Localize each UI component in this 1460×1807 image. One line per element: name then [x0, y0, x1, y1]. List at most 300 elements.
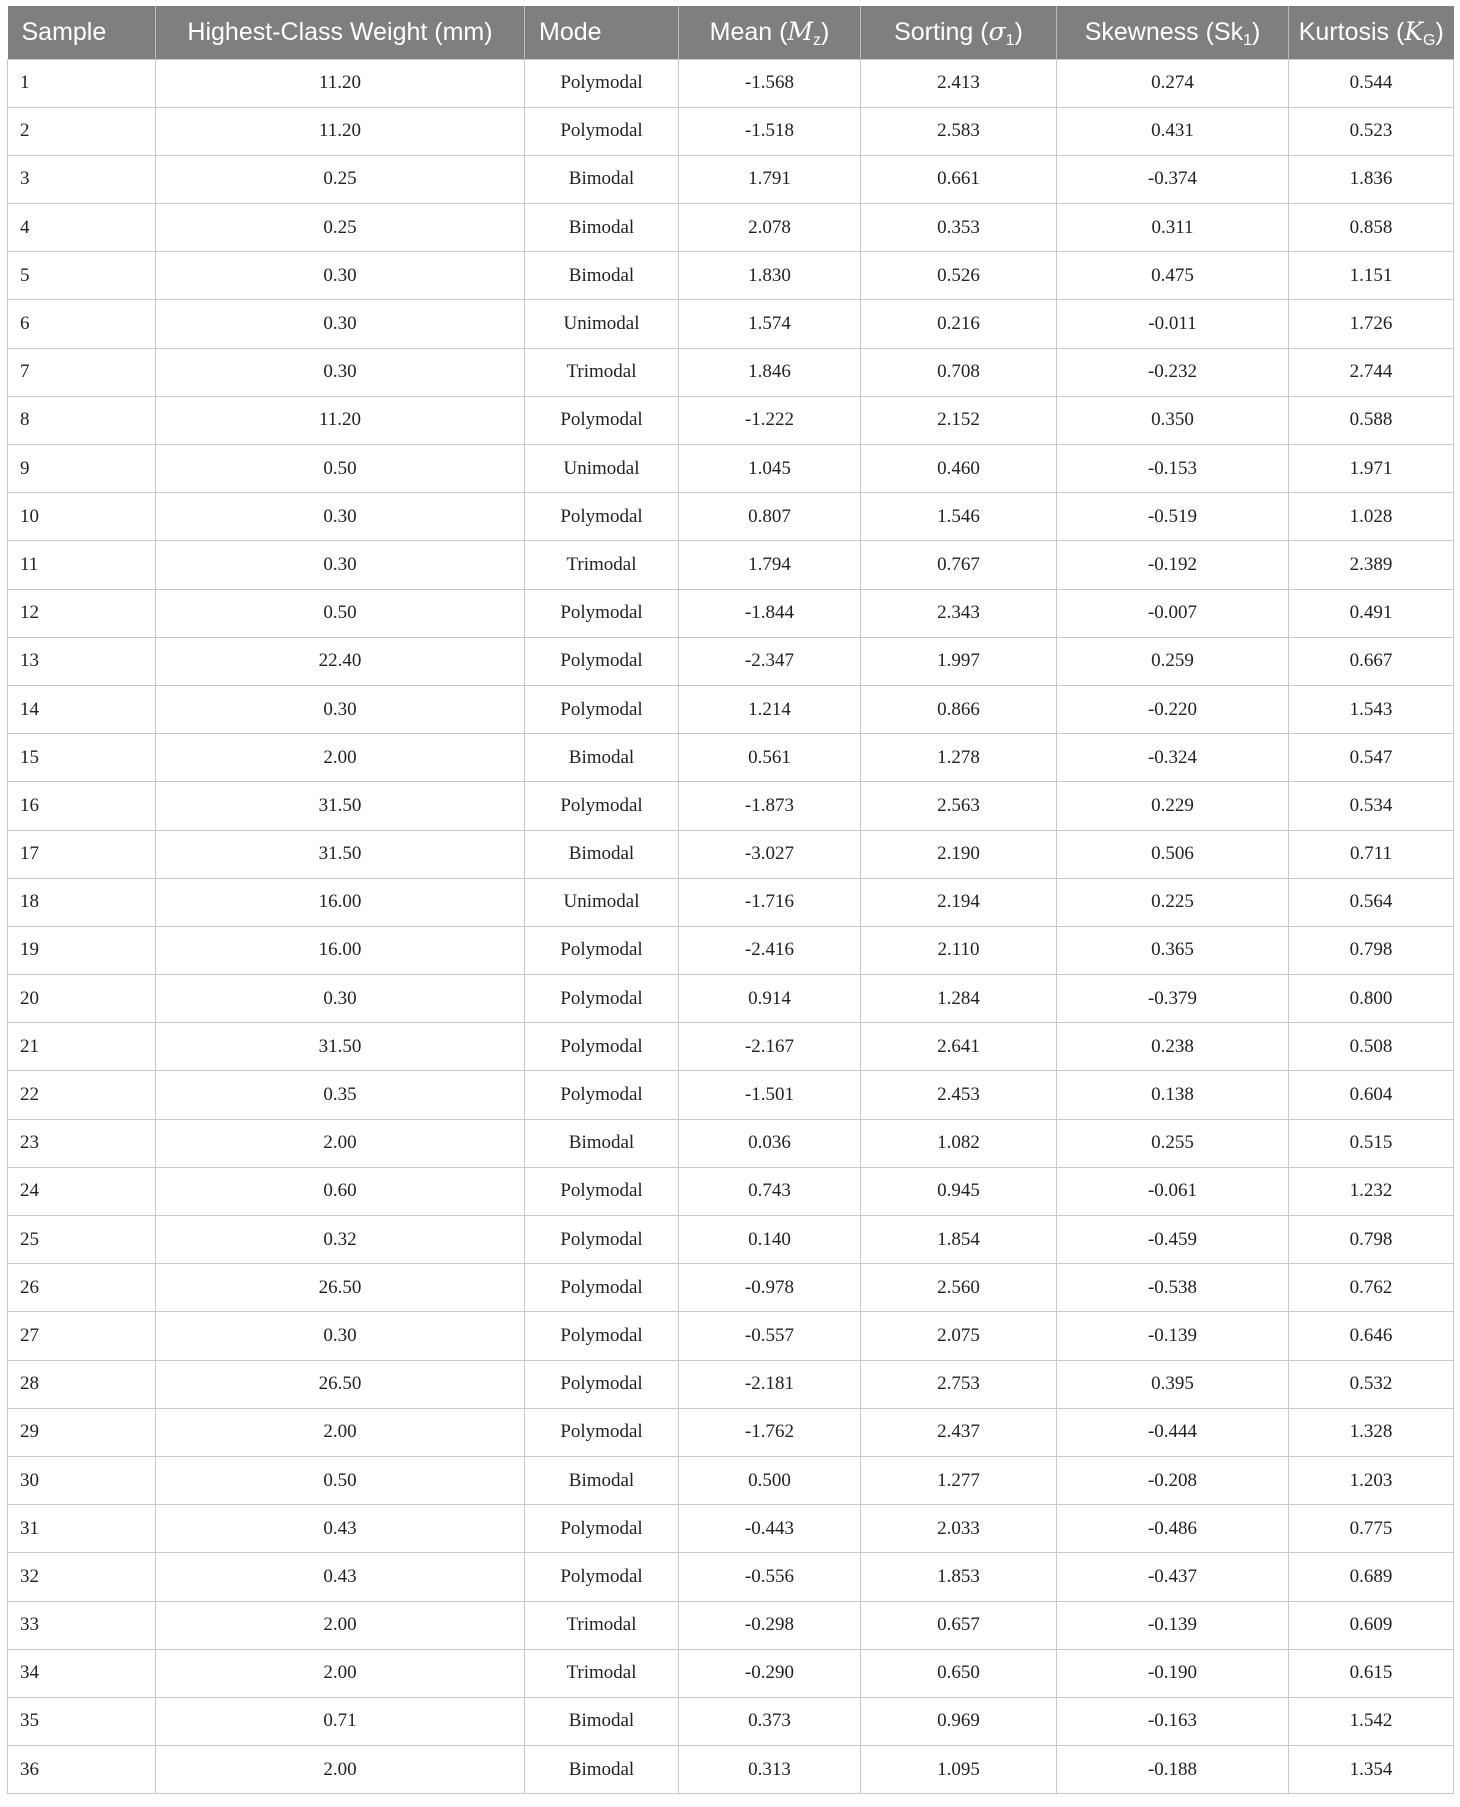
cell-sorting: 2.033	[861, 1505, 1057, 1553]
cell-mode: Bimodal	[525, 1697, 679, 1745]
cell-skewness: 0.238	[1057, 1023, 1289, 1071]
cell-skewness: -0.379	[1057, 975, 1289, 1023]
cell-sample: 31	[8, 1505, 156, 1553]
cell-highest-class-weight: 0.32	[156, 1216, 525, 1264]
cell-highest-class-weight: 0.50	[156, 1456, 525, 1504]
cell-mean: 0.140	[679, 1216, 861, 1264]
cell-skewness: 0.475	[1057, 252, 1289, 300]
table-row	[8, 1071, 1454, 1119]
cell-mode: Polymodal	[525, 1167, 679, 1215]
table-row	[8, 1312, 1454, 1360]
cell-mode: Polymodal	[525, 1505, 679, 1553]
cell-kurtosis: 1.971	[1289, 445, 1454, 493]
cell-sample: 11	[8, 541, 156, 589]
cell-skewness: -0.232	[1057, 348, 1289, 396]
cell-mean: -2.416	[679, 926, 861, 974]
cell-sample: 6	[8, 300, 156, 348]
cell-sorting: 1.546	[861, 493, 1057, 541]
cell-sample: 22	[8, 1071, 156, 1119]
cell-mean: 1.846	[679, 348, 861, 396]
cell-kurtosis: 0.798	[1289, 926, 1454, 974]
cell-mean: 1.214	[679, 685, 861, 733]
cell-mode: Polymodal	[525, 1312, 679, 1360]
cell-kurtosis: 2.389	[1289, 541, 1454, 589]
cell-sample: 30	[8, 1456, 156, 1504]
cell-skewness: -0.153	[1057, 445, 1289, 493]
cell-kurtosis: 0.615	[1289, 1649, 1454, 1697]
cell-kurtosis: 0.800	[1289, 975, 1454, 1023]
cell-sample: 7	[8, 348, 156, 396]
grain-size-table-container	[7, 6, 1453, 1794]
cell-sorting: 1.284	[861, 975, 1057, 1023]
cell-sorting: 2.583	[861, 107, 1057, 155]
cell-mean: -1.844	[679, 589, 861, 637]
cell-sample: 34	[8, 1649, 156, 1697]
cell-mean: -0.290	[679, 1649, 861, 1697]
cell-mode: Polymodal	[525, 782, 679, 830]
cell-skewness: -0.061	[1057, 1167, 1289, 1215]
header-row	[8, 6, 1454, 59]
cell-mode: Polymodal	[525, 1360, 679, 1408]
cell-highest-class-weight: 0.25	[156, 204, 525, 252]
cell-mode: Polymodal	[525, 589, 679, 637]
table-row	[8, 445, 1454, 493]
cell-mean: 0.914	[679, 975, 861, 1023]
cell-highest-class-weight: 0.30	[156, 493, 525, 541]
cell-skewness: -0.486	[1057, 1505, 1289, 1553]
cell-sorting: 2.560	[861, 1264, 1057, 1312]
cell-mode: Polymodal	[525, 1071, 679, 1119]
cell-highest-class-weight: 0.30	[156, 348, 525, 396]
cell-kurtosis: 0.544	[1289, 59, 1454, 107]
cell-mean: -2.347	[679, 637, 861, 685]
cell-skewness: 0.311	[1057, 204, 1289, 252]
cell-skewness: -0.437	[1057, 1553, 1289, 1601]
cell-kurtosis: 1.543	[1289, 685, 1454, 733]
cell-mean: 0.500	[679, 1456, 861, 1504]
cell-kurtosis: 0.858	[1289, 204, 1454, 252]
cell-highest-class-weight: 0.50	[156, 589, 525, 637]
cell-kurtosis: 1.542	[1289, 1697, 1454, 1745]
cell-sorting: 0.866	[861, 685, 1057, 733]
cell-sample: 26	[8, 1264, 156, 1312]
cell-highest-class-weight: 0.43	[156, 1505, 525, 1553]
cell-kurtosis: 2.744	[1289, 348, 1454, 396]
cell-kurtosis: 0.609	[1289, 1601, 1454, 1649]
table-row	[8, 734, 1454, 782]
cell-kurtosis: 0.547	[1289, 734, 1454, 782]
cell-kurtosis: 0.534	[1289, 782, 1454, 830]
table-row	[8, 493, 1454, 541]
cell-highest-class-weight: 0.30	[156, 541, 525, 589]
table-row	[8, 1553, 1454, 1601]
cell-sample: 35	[8, 1697, 156, 1745]
cell-sorting: 0.353	[861, 204, 1057, 252]
table-header	[8, 6, 1454, 59]
cell-kurtosis: 0.711	[1289, 830, 1454, 878]
cell-mean: 1.830	[679, 252, 861, 300]
table-row	[8, 59, 1454, 107]
cell-sample: 29	[8, 1408, 156, 1456]
cell-mean: 1.045	[679, 445, 861, 493]
cell-kurtosis: 1.028	[1289, 493, 1454, 541]
cell-kurtosis: 1.328	[1289, 1408, 1454, 1456]
cell-sample: 25	[8, 1216, 156, 1264]
cell-sorting: 0.526	[861, 252, 1057, 300]
cell-kurtosis: 0.667	[1289, 637, 1454, 685]
cell-highest-class-weight: 26.50	[156, 1264, 525, 1312]
cell-highest-class-weight: 11.20	[156, 396, 525, 444]
cell-skewness: -0.374	[1057, 155, 1289, 203]
cell-kurtosis: 0.604	[1289, 1071, 1454, 1119]
cell-sorting: 0.460	[861, 445, 1057, 493]
table-body	[8, 59, 1454, 1794]
cell-highest-class-weight: 0.30	[156, 1312, 525, 1360]
cell-sample: 8	[8, 396, 156, 444]
cell-sorting: 0.657	[861, 1601, 1057, 1649]
cell-highest-class-weight: 11.20	[156, 107, 525, 155]
table-row	[8, 541, 1454, 589]
cell-mean: -1.518	[679, 107, 861, 155]
cell-sorting: 0.945	[861, 1167, 1057, 1215]
cell-kurtosis: 0.689	[1289, 1553, 1454, 1601]
cell-sorting: 2.152	[861, 396, 1057, 444]
cell-kurtosis: 1.726	[1289, 300, 1454, 348]
cell-mode: Polymodal	[525, 493, 679, 541]
cell-highest-class-weight: 26.50	[156, 1360, 525, 1408]
cell-sorting: 0.650	[861, 1649, 1057, 1697]
cell-highest-class-weight: 2.00	[156, 1746, 525, 1794]
cell-kurtosis: 0.491	[1289, 589, 1454, 637]
table-row	[8, 1649, 1454, 1697]
cell-skewness: 0.350	[1057, 396, 1289, 444]
cell-mode: Bimodal	[525, 155, 679, 203]
cell-skewness: -0.011	[1057, 300, 1289, 348]
cell-sample: 1	[8, 59, 156, 107]
cell-skewness: 0.259	[1057, 637, 1289, 685]
table-row	[8, 1601, 1454, 1649]
cell-sorting: 2.075	[861, 1312, 1057, 1360]
cell-sorting: 2.563	[861, 782, 1057, 830]
table-row	[8, 878, 1454, 926]
cell-kurtosis: 1.354	[1289, 1746, 1454, 1794]
cell-sorting: 1.082	[861, 1119, 1057, 1167]
cell-sample: 14	[8, 685, 156, 733]
cell-sample: 13	[8, 637, 156, 685]
cell-highest-class-weight: 22.40	[156, 637, 525, 685]
header-sorting: Sorting $(\sigma_1)$	[861, 6, 1057, 59]
cell-highest-class-weight: 11.20	[156, 59, 525, 107]
cell-skewness: 0.365	[1057, 926, 1289, 974]
cell-sample: 17	[8, 830, 156, 878]
cell-skewness: -0.163	[1057, 1697, 1289, 1745]
cell-kurtosis: 0.646	[1289, 1312, 1454, 1360]
cell-sample: 32	[8, 1553, 156, 1601]
cell-kurtosis: 0.523	[1289, 107, 1454, 155]
cell-sample: 24	[8, 1167, 156, 1215]
cell-mean: -1.222	[679, 396, 861, 444]
table-row	[8, 1408, 1454, 1456]
cell-mean: -3.027	[679, 830, 861, 878]
table-row	[8, 589, 1454, 637]
table-row	[8, 204, 1454, 252]
cell-sorting: 1.854	[861, 1216, 1057, 1264]
cell-sorting: 2.453	[861, 1071, 1057, 1119]
cell-sample: 5	[8, 252, 156, 300]
cell-highest-class-weight: 0.25	[156, 155, 525, 203]
cell-mode: Bimodal	[525, 830, 679, 878]
cell-kurtosis: 1.151	[1289, 252, 1454, 300]
cell-sample: 27	[8, 1312, 156, 1360]
cell-mean: -2.181	[679, 1360, 861, 1408]
cell-mean: -0.298	[679, 1601, 861, 1649]
cell-mean: -1.568	[679, 59, 861, 107]
cell-skewness: -0.208	[1057, 1456, 1289, 1504]
cell-mean: 0.743	[679, 1167, 861, 1215]
cell-kurtosis: 0.798	[1289, 1216, 1454, 1264]
cell-sample: 3	[8, 155, 156, 203]
cell-mean: 0.313	[679, 1746, 861, 1794]
cell-sorting: 0.661	[861, 155, 1057, 203]
cell-highest-class-weight: 16.00	[156, 878, 525, 926]
cell-kurtosis: 1.203	[1289, 1456, 1454, 1504]
cell-mean: -0.557	[679, 1312, 861, 1360]
table-row	[8, 300, 1454, 348]
cell-highest-class-weight: 2.00	[156, 1649, 525, 1697]
cell-mode: Polymodal	[525, 59, 679, 107]
table-row	[8, 1505, 1454, 1553]
cell-skewness: -0.139	[1057, 1312, 1289, 1360]
table-row	[8, 155, 1454, 203]
table-row	[8, 396, 1454, 444]
cell-sorting: 0.708	[861, 348, 1057, 396]
cell-kurtosis: 0.588	[1289, 396, 1454, 444]
cell-mode: Polymodal	[525, 1023, 679, 1071]
cell-mean: 0.036	[679, 1119, 861, 1167]
cell-skewness: -0.519	[1057, 493, 1289, 541]
cell-mean: 0.373	[679, 1697, 861, 1745]
cell-mean: -1.501	[679, 1071, 861, 1119]
table-row	[8, 685, 1454, 733]
table-row	[8, 975, 1454, 1023]
cell-sample: 36	[8, 1746, 156, 1794]
table-row	[8, 1746, 1454, 1794]
cell-sample: 4	[8, 204, 156, 252]
cell-skewness: 0.395	[1057, 1360, 1289, 1408]
cell-sample: 28	[8, 1360, 156, 1408]
cell-skewness: -0.188	[1057, 1746, 1289, 1794]
cell-mode: Polymodal	[525, 975, 679, 1023]
cell-sorting: 2.641	[861, 1023, 1057, 1071]
cell-mean: 0.807	[679, 493, 861, 541]
cell-skewness: 0.138	[1057, 1071, 1289, 1119]
cell-highest-class-weight: 0.60	[156, 1167, 525, 1215]
cell-highest-class-weight: 0.30	[156, 685, 525, 733]
cell-sample: 10	[8, 493, 156, 541]
cell-skewness: -0.459	[1057, 1216, 1289, 1264]
cell-mean: 0.561	[679, 734, 861, 782]
table-row	[8, 1456, 1454, 1504]
cell-skewness: -0.220	[1057, 685, 1289, 733]
cell-skewness: 0.229	[1057, 782, 1289, 830]
cell-highest-class-weight: 16.00	[156, 926, 525, 974]
table-row	[8, 1167, 1454, 1215]
cell-mean: 1.574	[679, 300, 861, 348]
cell-skewness: -0.139	[1057, 1601, 1289, 1649]
cell-sample: 15	[8, 734, 156, 782]
cell-mode: Polymodal	[525, 1408, 679, 1456]
cell-sorting: 2.194	[861, 878, 1057, 926]
cell-sorting: 0.216	[861, 300, 1057, 348]
header-sample: Sample	[21, 17, 107, 46]
header-mode: Mode	[525, 6, 679, 59]
cell-highest-class-weight: 0.50	[156, 445, 525, 493]
cell-mean: 2.078	[679, 204, 861, 252]
table-row	[8, 1216, 1454, 1264]
table-row	[8, 926, 1454, 974]
cell-skewness: 0.274	[1057, 59, 1289, 107]
cell-highest-class-weight: 0.30	[156, 300, 525, 348]
cell-mode: Polymodal	[525, 107, 679, 155]
cell-highest-class-weight: 0.35	[156, 1071, 525, 1119]
cell-sorting: 2.110	[861, 926, 1057, 974]
cell-sample: 19	[8, 926, 156, 974]
cell-skewness: -0.192	[1057, 541, 1289, 589]
cell-mean: -2.167	[679, 1023, 861, 1071]
cell-mode: Bimodal	[525, 252, 679, 300]
cell-mode: Trimodal	[525, 1649, 679, 1697]
header-kurtosis: Kurtosis $(K_G)$	[1289, 6, 1454, 59]
cell-kurtosis: 0.532	[1289, 1360, 1454, 1408]
cell-skewness: -0.190	[1057, 1649, 1289, 1697]
table-row	[8, 1023, 1454, 1071]
cell-sample: 20	[8, 975, 156, 1023]
cell-sorting: 0.969	[861, 1697, 1057, 1745]
table-row	[8, 1119, 1454, 1167]
cell-mean: 1.794	[679, 541, 861, 589]
cell-highest-class-weight: 0.30	[156, 975, 525, 1023]
cell-sample: 18	[8, 878, 156, 926]
cell-sample: 16	[8, 782, 156, 830]
table-row	[8, 782, 1454, 830]
cell-mode: Bimodal	[525, 1456, 679, 1504]
cell-sample: 12	[8, 589, 156, 637]
cell-skewness: 0.225	[1057, 878, 1289, 926]
cell-sample: 9	[8, 445, 156, 493]
cell-sorting: 0.767	[861, 541, 1057, 589]
cell-highest-class-weight: 0.71	[156, 1697, 525, 1745]
cell-highest-class-weight: 2.00	[156, 1408, 525, 1456]
table-row	[8, 637, 1454, 685]
cell-skewness: -0.007	[1057, 589, 1289, 637]
cell-mean: -0.443	[679, 1505, 861, 1553]
cell-sample: 23	[8, 1119, 156, 1167]
cell-kurtosis: 0.762	[1289, 1264, 1454, 1312]
cell-mode: Bimodal	[525, 1119, 679, 1167]
cell-kurtosis: 0.564	[1289, 878, 1454, 926]
cell-sorting: 2.413	[861, 59, 1057, 107]
cell-kurtosis: 1.836	[1289, 155, 1454, 203]
cell-mode: Trimodal	[525, 541, 679, 589]
cell-sample: 33	[8, 1601, 156, 1649]
cell-sorting: 1.095	[861, 1746, 1057, 1794]
cell-skewness: -0.538	[1057, 1264, 1289, 1312]
cell-mode: Bimodal	[525, 1746, 679, 1794]
cell-sorting: 1.277	[861, 1456, 1057, 1504]
cell-mode: Trimodal	[525, 348, 679, 396]
cell-mean: -1.716	[679, 878, 861, 926]
table-row	[8, 1697, 1454, 1745]
cell-mode: Polymodal	[525, 1216, 679, 1264]
table-row	[8, 830, 1454, 878]
cell-mode: Polymodal	[525, 1264, 679, 1312]
cell-highest-class-weight: 31.50	[156, 782, 525, 830]
cell-highest-class-weight: 2.00	[156, 1119, 525, 1167]
cell-kurtosis: 1.232	[1289, 1167, 1454, 1215]
table-row	[8, 1264, 1454, 1312]
cell-mean: -1.873	[679, 782, 861, 830]
cell-sorting: 2.437	[861, 1408, 1057, 1456]
cell-mean: -0.978	[679, 1264, 861, 1312]
header-skewness: Skewness $(Sk_1)$	[1057, 6, 1289, 59]
header-mean: Mean $(M_z)$	[679, 6, 861, 59]
cell-highest-class-weight: 2.00	[156, 734, 525, 782]
cell-sorting: 2.190	[861, 830, 1057, 878]
cell-mode: Polymodal	[525, 396, 679, 444]
cell-highest-class-weight: 0.43	[156, 1553, 525, 1601]
cell-skewness: -0.324	[1057, 734, 1289, 782]
cell-sample: 21	[8, 1023, 156, 1071]
cell-mode: Trimodal	[525, 1601, 679, 1649]
cell-skewness: 0.431	[1057, 107, 1289, 155]
cell-skewness: -0.444	[1057, 1408, 1289, 1456]
cell-mode: Unimodal	[525, 300, 679, 348]
cell-skewness: 0.506	[1057, 830, 1289, 878]
cell-highest-class-weight: 31.50	[156, 830, 525, 878]
cell-sorting: 1.997	[861, 637, 1057, 685]
cell-highest-class-weight: 0.30	[156, 252, 525, 300]
cell-mode: Bimodal	[525, 734, 679, 782]
cell-sample: 2	[8, 107, 156, 155]
cell-mode: Unimodal	[525, 445, 679, 493]
cell-highest-class-weight: 31.50	[156, 1023, 525, 1071]
cell-sorting: 2.343	[861, 589, 1057, 637]
table-row	[8, 107, 1454, 155]
table-row	[8, 252, 1454, 300]
cell-kurtosis: 0.508	[1289, 1023, 1454, 1071]
cell-kurtosis: 0.775	[1289, 1505, 1454, 1553]
cell-mean: -1.762	[679, 1408, 861, 1456]
cell-sorting: 2.753	[861, 1360, 1057, 1408]
cell-mode: Polymodal	[525, 926, 679, 974]
cell-kurtosis: 0.515	[1289, 1119, 1454, 1167]
cell-mode: Unimodal	[525, 878, 679, 926]
table-row	[8, 1360, 1454, 1408]
cell-mean: -0.556	[679, 1553, 861, 1601]
cell-highest-class-weight: 2.00	[156, 1601, 525, 1649]
cell-mean: 1.791	[679, 155, 861, 203]
table-row	[8, 348, 1454, 396]
cell-skewness: 0.255	[1057, 1119, 1289, 1167]
cell-mode: Polymodal	[525, 685, 679, 733]
cell-mode: Polymodal	[525, 1553, 679, 1601]
cell-sorting: 1.853	[861, 1553, 1057, 1601]
header-highest-class-weight: Highest-Class Weight (mm)	[156, 6, 525, 59]
grain-size-table	[7, 6, 1454, 1794]
cell-mode: Polymodal	[525, 637, 679, 685]
cell-sorting: 1.278	[861, 734, 1057, 782]
cell-mode: Bimodal	[525, 204, 679, 252]
